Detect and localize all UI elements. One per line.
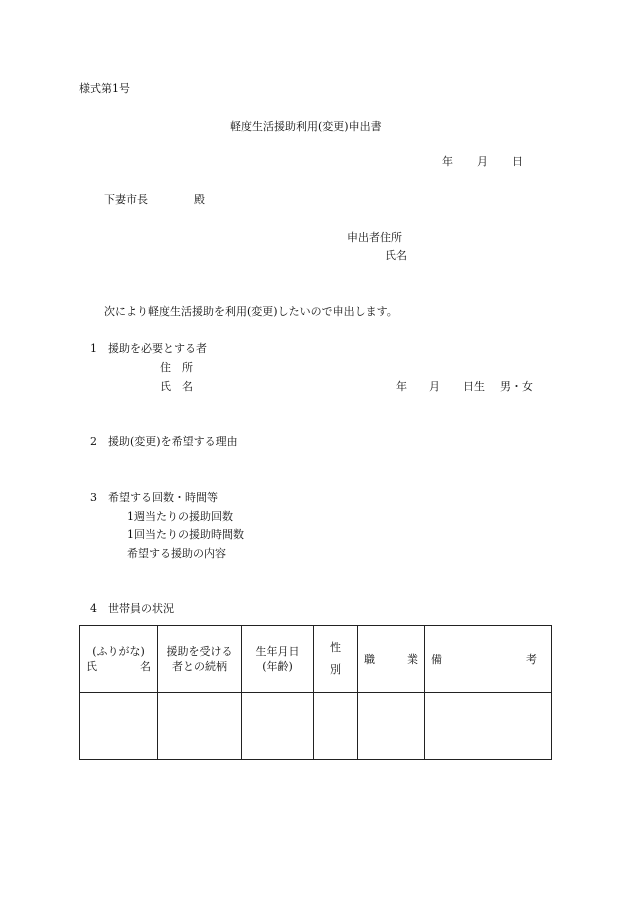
applicant-address-label: 申出者住所 xyxy=(347,231,402,244)
header-relation-line1: 援助を受ける xyxy=(166,645,233,658)
header-relation-line2: 者との続柄 xyxy=(172,660,227,673)
header-furigana: (ふりがな) xyxy=(92,645,145,658)
header-furigana-name xyxy=(80,626,158,693)
header-remarks xyxy=(425,626,552,693)
header-sex xyxy=(314,626,358,693)
section1-title: 援助を必要とする者 xyxy=(108,342,207,355)
sex-options: 男・女 xyxy=(500,380,533,393)
header-relation xyxy=(158,626,242,693)
header-birthdate-line2: (年齢) xyxy=(262,660,293,673)
cell-birthdate[interactable] xyxy=(242,693,314,760)
form-title: 軽度生活援助利用(変更)申出書 xyxy=(230,120,382,133)
header-job-a: 職 xyxy=(364,653,375,666)
cell-occupation[interactable] xyxy=(358,693,425,760)
header-name-b: 名 xyxy=(140,660,151,673)
header-remarks-b: 考 xyxy=(526,653,537,666)
household-table xyxy=(79,625,552,760)
header-sex-line2: 別 xyxy=(330,663,341,676)
form-number: 様式第1号 xyxy=(79,82,130,95)
section1-name-label: 氏 名 xyxy=(160,380,193,393)
date-day-label: 日 xyxy=(512,155,523,168)
header-birthdate xyxy=(242,626,314,693)
header-remarks-a: 備 xyxy=(431,653,442,666)
addressee-name: 下妻市長 xyxy=(104,193,148,206)
birth-month-label: 月 xyxy=(429,380,440,393)
cell-sex[interactable] xyxy=(314,693,358,760)
section3-item: 希望する援助の内容 xyxy=(127,547,226,560)
intro-text: 次により軽度生活援助を利用(変更)したいので申出します。 xyxy=(104,305,398,318)
cell-name[interactable] xyxy=(80,693,158,760)
section3-item: 1回当たりの援助時間数 xyxy=(127,528,244,541)
section3-number: 3 xyxy=(90,491,97,504)
header-birthdate-line1: 生年月日 xyxy=(255,645,300,658)
addressee-honorific: 殿 xyxy=(194,193,205,206)
section2-number: 2 xyxy=(90,435,97,448)
section2-title: 援助(変更)を希望する理由 xyxy=(108,435,238,448)
cell-remarks[interactable] xyxy=(425,693,552,760)
section1-address-label: 住 所 xyxy=(160,361,193,374)
applicant-name-label: 氏名 xyxy=(385,249,407,262)
date-year-label: 年 xyxy=(442,155,453,168)
household-table-header xyxy=(80,626,552,693)
section3-item: 1週当たりの援助回数 xyxy=(127,510,233,523)
section4-number: 4 xyxy=(90,602,97,615)
header-job-b: 業 xyxy=(407,653,418,666)
table-row xyxy=(80,693,552,760)
section4-title: 世帯員の状況 xyxy=(108,602,174,615)
header-occupation xyxy=(358,626,425,693)
date-month-label: 月 xyxy=(477,155,488,168)
cell-relation[interactable] xyxy=(158,693,242,760)
birth-year-label: 年 xyxy=(396,380,407,393)
header-name-a: 氏 xyxy=(86,660,97,673)
section1-number: 1 xyxy=(90,342,97,355)
birth-day-label: 日生 xyxy=(463,380,485,393)
header-sex-line1: 性 xyxy=(330,641,341,654)
section3-title: 希望する回数・時間等 xyxy=(108,491,218,504)
